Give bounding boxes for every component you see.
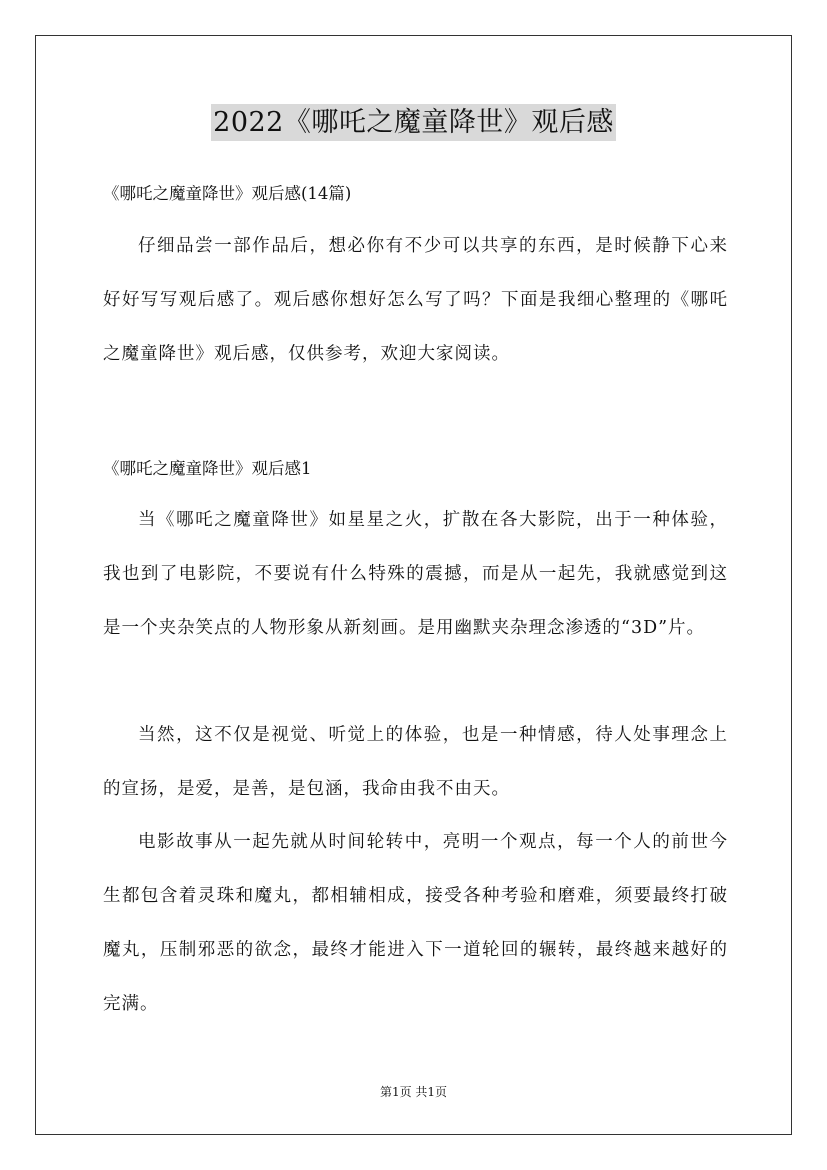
body-paragraph-2: 当然，这不仅是视觉、听觉上的体验，也是一种情感，待人处事理念上的宣扬，是爱，是善，是包涵，我命由我不由天。	[103, 725, 728, 799]
section-heading: 《哪吒之魔童降世》观后感1	[103, 459, 312, 478]
page-footer	[0, 1083, 827, 1100]
body-paragraph-1: 当《哪吒之魔童降世》如星星之火，扩散在各大影院，出于一种体验，我也到了电影院，不要说有什么特殊的震撼，而是从一起先，我就感觉到这是一个夹杂笑点的人物形象从新刻画。是用幽默夹杂理念渗透的“3D”片。	[103, 510, 728, 638]
document-title-block	[0, 100, 827, 139]
body-paragraph-3: 电影故事从一起先就从时间轮转中，亮明一个观点，每一个人的前世今生都包含着灵珠和魔丸，都相辅相成，接受各种考验和磨难，须要最终打破魔丸，压制邪恶的欲念，最终才能进入下一道轮回的辗转，最终越来越好的完满。	[103, 832, 728, 1014]
page-number-label: 第1页 共1页	[379, 1085, 448, 1099]
document-subtitle: 《哪吒之魔童降世》观后感(14篇)	[103, 184, 352, 203]
document-title: 2022《哪吒之魔童降世》观后感	[211, 104, 616, 141]
intro-paragraph: 仔细品尝一部作品后，想必你有不少可以共享的东西，是时候静下心来好好写写观后感了。观后感你想好怎么写了吗？下面是我细心整理的《哪吒之魔童降世》观后感，仅供参考，欢迎大家阅读。	[103, 236, 728, 364]
